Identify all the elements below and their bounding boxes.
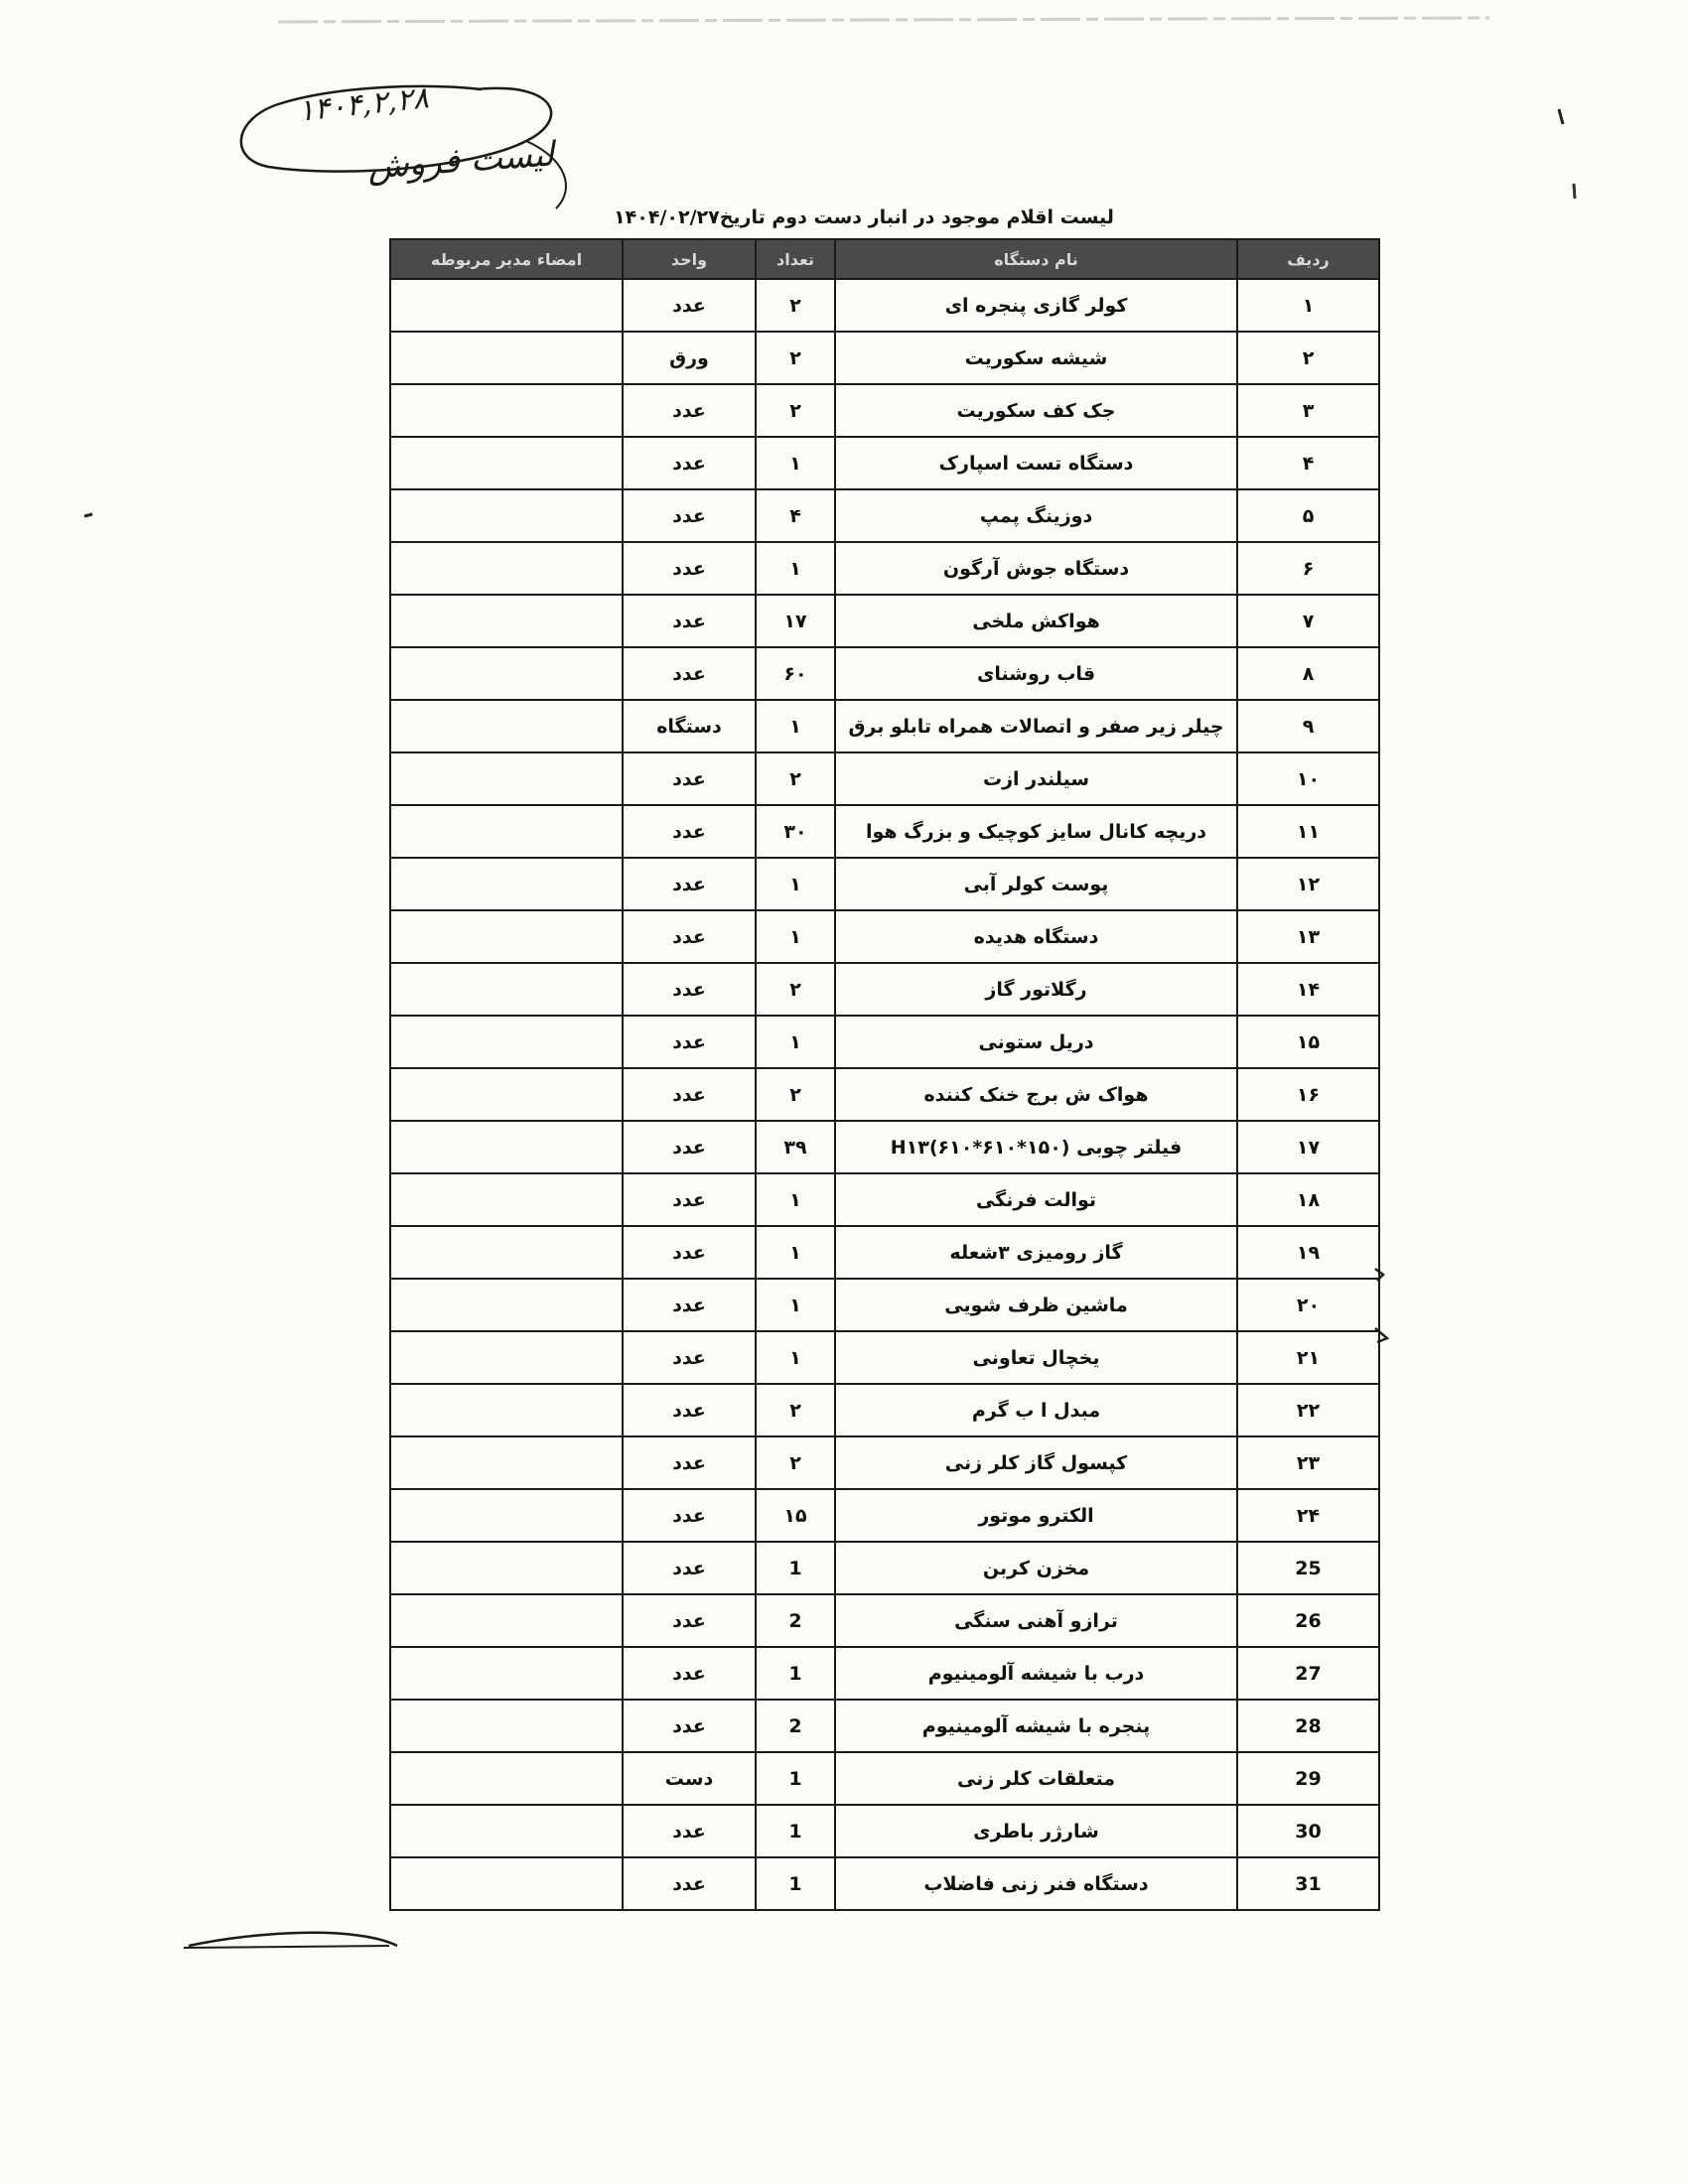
device-name-cell: هواک ش برج خنک کننده	[835, 1068, 1237, 1121]
row-number-cell: ۱۴	[1237, 963, 1379, 1016]
quantity-cell: 2	[756, 1594, 835, 1647]
signature-cell	[390, 1173, 623, 1226]
device-name-cell: دستگاه هدیده	[835, 910, 1237, 963]
device-name-cell: کپسول گاز کلر زنی	[835, 1436, 1237, 1489]
header-unit: واحد	[623, 239, 756, 279]
header-row-number: ردیف	[1237, 239, 1379, 279]
signature-cell	[390, 595, 623, 647]
row-number-cell: ۱۳	[1237, 910, 1379, 963]
table-row	[390, 963, 1379, 1016]
device-name-cell: توالت فرنگی	[835, 1173, 1237, 1226]
device-name-cell: گاز رومیزی ۳شعله	[835, 1226, 1237, 1279]
device-name-cell: پنجره با شیشه آلومینیوم	[835, 1700, 1237, 1752]
unit-cell: عدد	[623, 1173, 756, 1226]
quantity-cell: ۲	[756, 332, 835, 384]
device-name-cell: دریچه کانال سایز کوچیک و بزرگ هوا	[835, 805, 1237, 858]
device-name-cell: قاب روشنای	[835, 647, 1237, 700]
handwritten-annotation	[228, 79, 606, 218]
signature-cell	[390, 1016, 623, 1068]
device-name-cell: جک کف سکوریت	[835, 384, 1237, 437]
table-row	[390, 384, 1379, 437]
table-row	[390, 1857, 1379, 1910]
device-name-cell: ماشین ظرف شویی	[835, 1279, 1237, 1331]
table-row	[390, 805, 1379, 858]
quantity-cell: 2	[756, 1700, 835, 1752]
signature-cell	[390, 1805, 623, 1857]
table-row	[390, 332, 1379, 384]
unit-cell: عدد	[623, 595, 756, 647]
signature-cell	[390, 437, 623, 489]
quantity-cell: ۱	[756, 542, 835, 595]
table-row	[390, 752, 1379, 805]
device-name-cell: چیلر زیر صفر و اتصالات همراه تابلو برق	[835, 700, 1237, 752]
quantity-cell: ۱	[756, 437, 835, 489]
table-row	[390, 542, 1379, 595]
quantity-cell: ۱	[756, 1173, 835, 1226]
table-row	[390, 858, 1379, 910]
table-row	[390, 1489, 1379, 1542]
table-row	[390, 1436, 1379, 1489]
quantity-cell: ۲	[756, 279, 835, 332]
row-number-cell: ۲۰	[1237, 1279, 1379, 1331]
row-number-cell: ۳	[1237, 384, 1379, 437]
quantity-cell: ۱۷	[756, 595, 835, 647]
row-number-cell: ۱۹	[1237, 1226, 1379, 1279]
signature-cell	[390, 1700, 623, 1752]
signature-cell	[390, 752, 623, 805]
unit-cell: عدد	[623, 858, 756, 910]
row-number-cell: ۱۶	[1237, 1068, 1379, 1121]
quantity-cell: ۶۰	[756, 647, 835, 700]
unit-cell: دست	[623, 1752, 756, 1805]
signature-cell	[390, 332, 623, 384]
signature-cell	[390, 1226, 623, 1279]
row-number-cell: ۱۷	[1237, 1121, 1379, 1173]
unit-cell: عدد	[623, 1489, 756, 1542]
device-name-cell: پوست کولر آبی	[835, 858, 1237, 910]
device-name-cell: مخزن کربن	[835, 1542, 1237, 1594]
quantity-cell: ۲	[756, 963, 835, 1016]
inventory-table	[389, 238, 1380, 1911]
table-row	[390, 1752, 1379, 1805]
device-name-cell: درب با شیشه آلومینیوم	[835, 1647, 1237, 1700]
unit-cell: عدد	[623, 1700, 756, 1752]
unit-cell: عدد	[623, 1068, 756, 1121]
table-row	[390, 1647, 1379, 1700]
quantity-cell: ۲	[756, 1068, 835, 1121]
quantity-cell: ۱	[756, 1279, 835, 1331]
unit-cell: عدد	[623, 1647, 756, 1700]
quantity-cell: 1	[756, 1857, 835, 1910]
table-row	[390, 1279, 1379, 1331]
signature-cell	[390, 542, 623, 595]
signature-cell	[390, 384, 623, 437]
quantity-cell: 1	[756, 1752, 835, 1805]
table-header	[390, 239, 1379, 279]
unit-cell: عدد	[623, 1331, 756, 1384]
device-name-cell: مبدل ا ب گرم	[835, 1384, 1237, 1436]
row-number-cell: ۵	[1237, 489, 1379, 542]
unit-cell: عدد	[623, 489, 756, 542]
header-device-name: نام دستگاه	[835, 239, 1237, 279]
unit-cell: عدد	[623, 1016, 756, 1068]
row-number-cell: ۲	[1237, 332, 1379, 384]
device-name-cell: الکترو موتور	[835, 1489, 1237, 1542]
device-name-cell: ترازو آهنی سنگی	[835, 1594, 1237, 1647]
quantity-cell: ۲	[756, 1436, 835, 1489]
table-row	[390, 1068, 1379, 1121]
table-row	[390, 489, 1379, 542]
table-row	[390, 647, 1379, 700]
table-row	[390, 1331, 1379, 1384]
quantity-cell: ۲	[756, 752, 835, 805]
header-manager-signature: امضاء مدیر مربوطه	[390, 239, 623, 279]
row-number-cell: ۲۴	[1237, 1489, 1379, 1542]
table-row	[390, 595, 1379, 647]
row-number-cell: ۶	[1237, 542, 1379, 595]
table-row	[390, 1384, 1379, 1436]
row-number-cell: ۲۳	[1237, 1436, 1379, 1489]
signature-cell	[390, 1068, 623, 1121]
row-number-cell: 27	[1237, 1647, 1379, 1700]
table-row	[390, 1226, 1379, 1279]
quantity-cell: ۱	[756, 1331, 835, 1384]
handwritten-note-text: لیست فروش	[365, 134, 556, 188]
header-row	[390, 239, 1379, 279]
device-name-cell: یخچال تعاونی	[835, 1331, 1237, 1384]
unit-cell: عدد	[623, 542, 756, 595]
device-name-cell: شارژر باطری	[835, 1805, 1237, 1857]
unit-cell: عدد	[623, 647, 756, 700]
device-name-cell: دستگاه فنر زنی فاضلاب	[835, 1857, 1237, 1910]
row-number-cell: ۲۲	[1237, 1384, 1379, 1436]
table-row	[390, 700, 1379, 752]
signature-cell	[390, 1436, 623, 1489]
quantity-cell: ۳۹	[756, 1121, 835, 1173]
unit-cell: عدد	[623, 1279, 756, 1331]
signature-cell	[390, 1384, 623, 1436]
signature-cell	[390, 1647, 623, 1700]
quantity-cell: ۱	[756, 910, 835, 963]
quantity-cell: ۲	[756, 1384, 835, 1436]
table-row	[390, 1594, 1379, 1647]
row-number-cell: ۱۰	[1237, 752, 1379, 805]
quantity-cell: 1	[756, 1805, 835, 1857]
unit-cell: عدد	[623, 1226, 756, 1279]
table-row	[390, 1016, 1379, 1068]
unit-cell: عدد	[623, 805, 756, 858]
signature-cell	[390, 1279, 623, 1331]
signature-cell	[390, 1331, 623, 1384]
device-name-cell: دستگاه جوش آرگون	[835, 542, 1237, 595]
row-number-cell: 25	[1237, 1542, 1379, 1594]
signature-cell	[390, 1489, 623, 1542]
row-number-cell: 30	[1237, 1805, 1379, 1857]
quantity-cell: ۱	[756, 1226, 835, 1279]
signature-cell	[390, 1542, 623, 1594]
device-name-cell: متعلقات کلر زنی	[835, 1752, 1237, 1805]
signature-cell	[390, 858, 623, 910]
table-row	[390, 437, 1379, 489]
quantity-cell: 1	[756, 1647, 835, 1700]
unit-cell: عدد	[623, 1594, 756, 1647]
signature-cell	[390, 805, 623, 858]
unit-cell: عدد	[623, 1384, 756, 1436]
row-number-cell: 31	[1237, 1857, 1379, 1910]
unit-cell: عدد	[623, 437, 756, 489]
device-name-cell: دریل ستونی	[835, 1016, 1237, 1068]
unit-cell: عدد	[623, 963, 756, 1016]
device-name-cell: هواکش ملخی	[835, 595, 1237, 647]
quantity-cell: ۳۰	[756, 805, 835, 858]
unit-cell: عدد	[623, 910, 756, 963]
handwritten-date: ۱۴۰۴,۲,۲۸	[296, 80, 431, 129]
table-body	[390, 279, 1379, 1910]
table-row	[390, 910, 1379, 963]
unit-cell: دستگاه	[623, 700, 756, 752]
row-number-cell: 26	[1237, 1594, 1379, 1647]
table-row	[390, 279, 1379, 332]
device-name-cell: کولر گازی پنجره ای	[835, 279, 1237, 332]
signature-cell	[390, 1594, 623, 1647]
unit-cell: عدد	[623, 1542, 756, 1594]
row-number-cell: 28	[1237, 1700, 1379, 1752]
row-number-cell: 29	[1237, 1752, 1379, 1805]
unit-cell: عدد	[623, 1121, 756, 1173]
row-number-cell: ۱۵	[1237, 1016, 1379, 1068]
signature-cell	[390, 1752, 623, 1805]
signature-cell	[390, 1121, 623, 1173]
device-name-cell: رگلاتور گاز	[835, 963, 1237, 1016]
device-name-cell: شیشه سکوریت	[835, 332, 1237, 384]
unit-cell: ورق	[623, 332, 756, 384]
row-number-cell: ۱۲	[1237, 858, 1379, 910]
unit-cell: عدد	[623, 1805, 756, 1857]
unit-cell: عدد	[623, 279, 756, 332]
device-name-cell: سیلندر ازت	[835, 752, 1237, 805]
quantity-cell: ۱	[756, 700, 835, 752]
unit-cell: عدد	[623, 1436, 756, 1489]
quantity-cell: ۱	[756, 1016, 835, 1068]
table-row	[390, 1121, 1379, 1173]
signature-cell	[390, 647, 623, 700]
row-number-cell: ۱	[1237, 279, 1379, 332]
device-name-cell: دوزینگ پمپ	[835, 489, 1237, 542]
quantity-cell: ۴	[756, 489, 835, 542]
signature-cell	[390, 910, 623, 963]
signature-cell	[390, 700, 623, 752]
unit-cell: عدد	[623, 752, 756, 805]
signature-cell	[390, 489, 623, 542]
row-number-cell: ۱۱	[1237, 805, 1379, 858]
row-number-cell: ۱۸	[1237, 1173, 1379, 1226]
unit-cell: عدد	[623, 1857, 756, 1910]
quantity-cell: ۱	[756, 858, 835, 910]
quantity-cell: ۱۵	[756, 1489, 835, 1542]
unit-cell: عدد	[623, 384, 756, 437]
signature-cell	[390, 963, 623, 1016]
header-quantity: تعداد	[756, 239, 835, 279]
document-title: لیست اقلام موجود در انبار دست دوم تاریخ۱۴۰۴/۰۲/۲۷	[614, 206, 1114, 228]
signature-cell	[390, 1857, 623, 1910]
quantity-cell: ۲	[756, 384, 835, 437]
row-number-cell: ۸	[1237, 647, 1379, 700]
table-row	[390, 1700, 1379, 1752]
row-number-cell: ۷	[1237, 595, 1379, 647]
quantity-cell: 1	[756, 1542, 835, 1594]
table-row	[390, 1542, 1379, 1594]
device-name-cell: دستگاه تست اسپارک	[835, 437, 1237, 489]
row-number-cell: ۹	[1237, 700, 1379, 752]
table-row	[390, 1173, 1379, 1226]
device-name-cell: فیلتر چوبی H۱۳(۶۱۰*۶۱۰*۱۵۰)	[835, 1121, 1237, 1173]
row-number-cell: ۲۱	[1237, 1331, 1379, 1384]
table-row	[390, 1805, 1379, 1857]
row-number-cell: ۴	[1237, 437, 1379, 489]
signature-cell	[390, 279, 623, 332]
